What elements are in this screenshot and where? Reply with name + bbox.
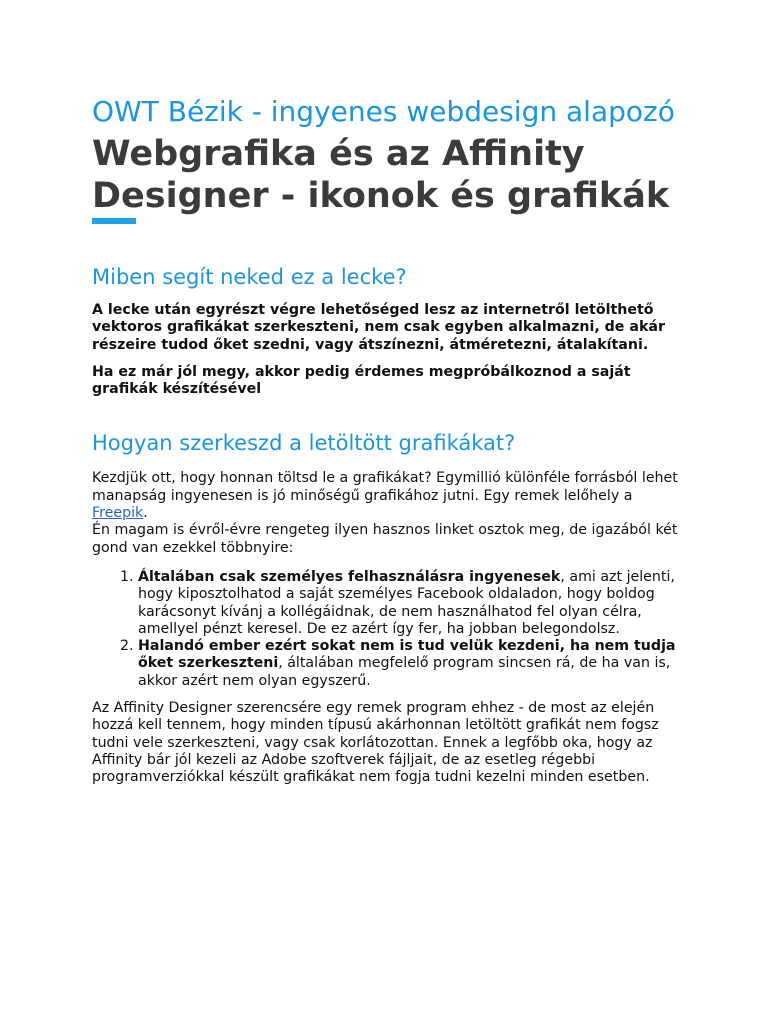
issues-list [92, 569, 684, 690]
title-accent-bar [92, 218, 136, 224]
editing-paragraph-1-line2: Én magam is évről-évre rengeteg ilyen hasznos linket osztok meg, de igazából két gond van ezekkel többnyire: [92, 522, 678, 556]
list-item-bold: Általában csak személyes felhasználásra ingyenesek [138, 568, 561, 585]
document-page [92, 95, 684, 787]
closing-paragraph: Az Affinity Designer szerencsére egy remek program ehhez - de most az elején hozzá kell tennem, hogy minden típusú akárhonnan letöltött grafikát nem fogsz tudni vele szerkeszteni, vagy csak korlátozottan. Ennek a legfőbb oka, hogy az Affinity bár jól kezeli az Adobe szoftverek fájljait, de az esetleg régebbi programverziókkal készült grafikákat nem fogja tudni kezelni minden esetben. [92, 700, 659, 786]
section-heading-benefits: Miben segít neked ez a lecke? [92, 265, 407, 289]
list-item-text: , ami azt jelenti, hogy kiposztolhatod a saját személyes Facebook oldaladon, hogy boldog karácsonyt kívánj a kollégáidnak, de nem használhatod fel olyan célra, amellyel pénzt keresel. De ez azért így fer, ha jobban belegondolsz. [138, 568, 675, 637]
course-title: OWT Bézik - ingyenes webdesign alapozó [92, 95, 675, 128]
list-item-text: , általában megfelelő program sincsen rá, de ha van is, akkor azért nem olyan egyszerű. [138, 655, 671, 689]
editing-paragraph-1-end: . [143, 505, 148, 522]
list-item-bold: Halandó ember ezért sokat nem is tud velük kezdeni, ha nem tudja őket szerkeszteni [138, 638, 676, 672]
editing-paragraph-1 [92, 470, 684, 522]
list-item [138, 638, 684, 690]
freepik-link[interactable]: Freepik [92, 505, 144, 522]
lesson-title: Webgrafika és az Affinity Designer - ikonok és grafikák [92, 134, 670, 216]
benefits-paragraph-2: Ha ez már jól megy, akkor pedig érdemes megpróbálkoznod a saját grafikák készítésével [92, 363, 631, 398]
section-heading-editing: Hogyan szerkeszd a letöltött grafikákat? [92, 431, 516, 456]
benefits-paragraph-1: A lecke után egyrészt végre lehetőséged lesz az internetről letölthető vektoros grafikákat szerkeszteni, nem csak egyben alkalmazni, de akár részeire tudod őket szedni, vagy átszínezni, átméretezni, átalakítani. [92, 302, 665, 353]
editing-paragraph-1-text: Kezdjük ott, hogy honnan töltsd le a grafikákat? Egymillió különféle forrásból lehet manapság ingyenesen is jó minőségű grafikához jutni. Egy remek lelőhely a [92, 470, 678, 504]
list-item [138, 569, 684, 638]
